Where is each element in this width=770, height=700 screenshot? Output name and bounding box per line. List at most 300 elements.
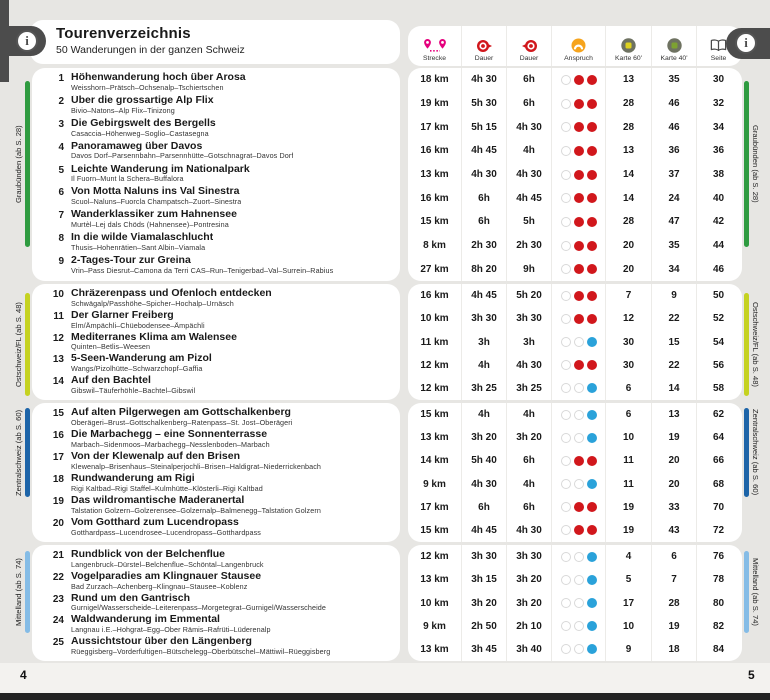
tour-text [71,72,246,92]
cell-dauer_hin: 3h 45 [461,638,506,661]
table-row [408,591,742,614]
tour-title: 5-Seen-Wanderung am Pizol [71,353,212,365]
tour-text [71,473,263,493]
cell-seite: 76 [696,545,740,568]
table-row [408,210,742,234]
column-label: Dauer [474,55,494,62]
cell-strecke: 12 km [420,382,449,394]
cell-seite: 82 [696,615,740,638]
route-pins-icon [422,38,448,53]
tour-text [71,571,261,591]
tour-list-item [44,614,396,636]
cell-strecke: 19 km [420,98,449,109]
cell-karte_60: 28 [605,115,651,139]
tour-title: In die wilde Viamalaschlucht [71,232,214,244]
cell-anspruch [551,591,605,614]
tour-number: 2 [58,95,64,107]
cell-dauer_zurueck: 4h 30 [506,354,551,377]
cell-anspruch [551,92,605,116]
cell-dauer_zurueck: 6h [506,68,551,92]
region-label-left [6,403,30,542]
cell-seite: 46 [696,257,740,281]
tour-list-item [44,571,396,593]
tour-title: Der Glarner Freiberg [71,309,174,321]
tour-route: Vrin–Pass Diesrut–Camona da Terri CAS–Run–Tenigerbad–Val–Surrein–Rabius [71,265,334,275]
difficulty-dot-empty [561,146,571,156]
tour-list-item [44,255,396,278]
tour-list-item [44,549,396,571]
cell-dauer_zurueck: 4h [506,403,551,426]
cell-strecke: 15 km [420,524,449,536]
tour-number: 10 [52,289,64,300]
tour-list-item [44,72,396,95]
cell-dauer_hin: 3h 30 [461,307,506,330]
table-row [408,186,742,210]
difficulty-dot-red [574,99,584,109]
cell-strecke: 13 km [420,574,449,586]
difficulty-dot-blue [587,433,597,443]
tour-number: 17 [52,452,64,463]
cell-seite: 66 [696,449,740,472]
difficulty-dot-empty [561,552,571,562]
difficulty-dot-empty [561,75,571,85]
table-row [408,257,742,281]
tour-route: Bad Zurzach–Achenberg–Klingnau–Stausee–Koblenz [71,581,248,591]
page-margin-band [0,663,770,693]
difficulty-dot-empty [561,99,571,109]
tour-text [71,209,237,229]
cell-seite: 36 [696,139,740,163]
tour-number: 7 [58,210,64,222]
cell-anspruch [551,354,605,377]
tour-text [71,164,250,184]
difficulty-dot-empty [574,337,584,347]
cell-anspruch [551,330,605,353]
cell-dauer_hin: 8h 20 [461,257,506,281]
cell-karte_40: 34 [651,257,696,281]
difficulty-dot-empty [561,433,571,443]
cell-dauer_hin: 6h [461,186,506,210]
difficulty-dot-red [574,314,584,324]
cell-anspruch [551,163,605,187]
region-label-left [6,284,30,400]
cell-dauer_hin: 5h 30 [461,92,506,116]
difficulty-dot-red [574,525,584,535]
tour-list-item [44,141,396,164]
cell-dauer_zurueck: 4h [506,473,551,496]
cell-karte_60: 20 [605,257,651,281]
cell-seite: 50 [696,284,740,307]
cell-dauer_zurueck: 4h 30 [506,519,551,542]
cell-karte_60: 20 [605,234,651,258]
difficulty-dot-red [587,99,597,109]
tour-text [71,353,212,373]
table-row [408,330,742,353]
difficulty-dot-empty [561,217,571,227]
left-header-card [30,20,400,64]
cell-anspruch [551,473,605,496]
region-label-right [744,284,768,400]
difficulty-dot-blue [587,644,597,654]
column-header-karte_40 [651,26,696,66]
tour-number: 15 [52,408,64,419]
tour-text [71,141,293,161]
region-color-bar [25,408,30,497]
tour-list-item [44,164,396,187]
cell-dauer_hin: 4h 45 [461,519,506,542]
table-row [408,638,742,661]
cell-anspruch [551,257,605,281]
tour-list-item [44,473,396,495]
cell-karte_40: 47 [651,210,696,234]
cell-karte_60: 11 [605,449,651,472]
tour-text [71,232,213,252]
region-label-text: Zentralschweiz (ab S. 60) [751,409,760,496]
tour-text [71,95,214,115]
cell-strecke: 8 km [423,240,446,252]
cell-karte_40: 28 [651,591,696,614]
difficulty-dot-red [587,170,597,180]
region-label-right [744,545,768,661]
cell-dauer_hin: 3h 20 [461,591,506,614]
tour-title: Rundwanderung am Rigi [71,473,195,484]
column-header-dauer_zurueck [506,26,551,66]
difficulty-dot-red [587,314,597,324]
column-label: Karte 60' [615,55,642,62]
cell-anspruch [551,115,605,139]
difficulty-dot-empty [574,621,584,631]
tour-text [71,517,261,537]
info-glyph: i [25,33,29,48]
difficulty-dot-red [587,75,597,85]
map-60-icon [621,38,636,53]
difficulty-dot-blue [587,621,597,631]
difficulty-dot-red [587,241,597,251]
tour-route: Schwägalp/Passhöhe–Spicher–Hochalp–Urnäsch [71,298,234,308]
cell-anspruch [551,519,605,542]
difficulty-dot-empty [574,479,584,489]
cell-strecke: 12 km [420,551,449,563]
table-header-card [408,26,742,66]
cell-strecke: 17 km [420,121,449,133]
cell-karte_40: 24 [651,186,696,210]
tour-route: Langnau i.E.–Hohgrat–Egg–Ober Rämis–Rafrüti–Lüderenalp [71,625,271,635]
cell-dauer_hin: 4h 30 [461,163,506,187]
tour-text [71,549,264,569]
difficulty-dot-empty [561,337,571,347]
cell-karte_40: 22 [651,354,696,377]
table-row [408,568,742,591]
table-row [408,115,742,139]
difficulty-dot-empty [574,598,584,608]
tour-route: Gurnigel/Wasserscheide–Leiterenpass–Morgetegrat–Gurnigel/Wasserscheide [71,603,326,613]
cell-anspruch [551,186,605,210]
tour-text [71,375,195,395]
cell-strecke: 13 km [420,643,449,655]
tour-list-item [44,332,396,354]
info-glyph: i [744,35,748,50]
cell-dauer_zurueck: 4h 30 [506,163,551,187]
cell-dauer_zurueck: 3h 30 [506,545,551,568]
tour-route: Weisshorn–Prätsch–Ochsenalp–Tschiertschen [71,82,224,92]
table-row [408,139,742,163]
difficulty-dot-empty [561,644,571,654]
map-40-icon [667,38,682,53]
difficulty-dot-blue [587,552,597,562]
cell-karte_60: 9 [605,638,651,661]
cell-seite: 30 [696,68,740,92]
region-label-left [6,545,30,661]
tour-number: 9 [58,256,64,268]
region-color-bar [744,408,749,497]
tour-list-card [32,68,400,281]
cell-dauer_zurueck: 4h 30 [506,115,551,139]
tour-route: Langenbruck–Dürstel–Belchenflue–Schöntal–Langenbruck [71,559,264,569]
table-row [408,307,742,330]
region-color-bar [744,551,749,633]
cell-karte_40: 14 [651,377,696,400]
tour-number: 13 [52,354,64,366]
difficulty-dot-blue [587,598,597,608]
cell-dauer_hin: 4h [461,354,506,377]
cell-anspruch [551,210,605,234]
difficulty-dot-red [587,525,597,535]
cell-seite: 32 [696,92,740,116]
table-row [408,354,742,377]
cell-seite: 84 [696,638,740,661]
cell-dauer_hin: 5h 15 [461,115,506,139]
cell-strecke: 17 km [420,501,449,513]
tour-number: 5 [58,164,64,176]
tour-route: Oberägeri–Brust–Gottschalkenberg–Ratenpass–St. Jost–Oberägeri [71,417,293,427]
column-label: Karte 40' [660,55,688,62]
tour-list-item [44,118,396,141]
cell-seite: 70 [696,496,740,519]
tour-number: 22 [52,571,64,583]
region-label-text: Graubünden (ab S. 28) [14,125,23,203]
cell-dauer_hin: 4h [461,403,506,426]
tour-list-item [44,288,396,310]
cell-karte_60: 6 [605,377,651,400]
difficulty-dot-red [574,502,584,512]
table-row [408,234,742,258]
cell-seite: 34 [696,115,740,139]
cell-karte_60: 17 [605,591,651,614]
cell-dauer_zurueck: 9h [506,257,551,281]
tour-title: Auf alten Pilgerwegen am Gottschalkenberg [71,407,291,418]
table-row [408,284,742,307]
cell-karte_60: 13 [605,139,651,163]
cell-anspruch [551,377,605,400]
difficulty-dot-red [574,360,584,370]
table-row [408,92,742,116]
tour-title: Auf den Bachtel [71,375,151,387]
region-color-bar [744,81,749,247]
cell-karte_40: 18 [651,638,696,661]
cell-strecke: 15 km [420,409,449,421]
tour-list-item [44,186,396,209]
cell-strecke: 16 km [420,290,449,302]
table-row [408,377,742,400]
cell-karte_40: 22 [651,307,696,330]
cell-anspruch [551,139,605,163]
cell-karte_60: 30 [605,330,651,353]
cell-strecke: 13 km [420,432,449,444]
tour-title: Wanderklassiker zum Hahnensee [71,209,237,221]
cell-karte_40: 7 [651,568,696,591]
difficulty-dot-red [574,122,584,132]
cell-strecke: 18 km [420,74,449,86]
tour-list-item [44,353,396,375]
cell-dauer_hin: 2h 50 [461,615,506,638]
cell-strecke: 27 km [420,263,449,275]
cell-strecke: 15 km [420,216,449,228]
cell-strecke: 14 km [420,455,449,467]
cell-seite: 78 [696,568,740,591]
cell-karte_60: 11 [605,473,651,496]
duration-out-icon [476,38,493,53]
difficulty-dot-red [587,502,597,512]
cell-dauer_hin: 3h 20 [461,426,506,449]
cell-karte_60: 19 [605,496,651,519]
region-label-text: Mittelland (ab S. 74) [751,558,760,626]
cell-dauer_zurueck: 3h 30 [506,307,551,330]
difficulty-dot-red [587,264,597,274]
cell-dauer_zurueck: 6h [506,449,551,472]
cell-karte_40: 13 [651,403,696,426]
tour-text [71,332,237,352]
difficulty-dot-red [587,146,597,156]
tour-title: Aussichtstour über den Längenberg [71,636,252,648]
difficulty-dot-red [574,193,584,203]
difficulty-dot-red [574,456,584,466]
tour-list-item [44,636,396,658]
cell-strecke: 9 km [423,478,446,490]
cell-strecke: 13 km [420,169,449,181]
cell-dauer_zurueck: 4h 45 [506,186,551,210]
difficulty-dot-empty [561,383,571,393]
table-row [408,519,742,542]
cell-dauer_zurueck: 3h 20 [506,568,551,591]
tour-list-item [44,95,396,118]
region-color-bar [25,81,30,247]
tour-number: 23 [52,593,64,605]
tour-list-card [32,284,400,400]
cell-karte_40: 20 [651,473,696,496]
tour-route: Rüeggisberg–Vorderfultigen–Bütschelegg–Oberbütschel–Mättiwil–Rüeggisberg [71,646,331,656]
cell-dauer_hin: 4h 30 [461,68,506,92]
cell-dauer_zurueck: 4h [506,139,551,163]
tour-route: Elm/Ämpächli–Chüebodensee–Ämpächli [71,320,205,330]
cell-anspruch [551,449,605,472]
cell-karte_40: 9 [651,284,696,307]
cell-karte_40: 15 [651,330,696,353]
cell-dauer_hin: 4h 45 [461,139,506,163]
table-row [408,473,742,496]
cell-seite: 72 [696,519,740,542]
tour-number: 14 [52,376,64,388]
difficulty-dot-empty [561,360,571,370]
tour-route: Bivio–Natons–Alp Flix–Tinizong [71,105,175,115]
difficulty-dot-red [587,291,597,301]
tour-list-item [44,310,396,332]
cell-karte_60: 5 [605,568,651,591]
cell-seite: 42 [696,210,740,234]
column-header-strecke [408,26,461,66]
cell-karte_60: 19 [605,519,651,542]
region-label-text: Ostschweiz/FL (ab S. 48) [751,302,760,387]
cell-karte_40: 43 [651,519,696,542]
cell-karte_40: 46 [651,115,696,139]
difficulty-dot-red [574,75,584,85]
duration-return-icon [521,38,538,53]
tour-table-card [408,68,742,281]
tour-route: Scuol–Naluns–Fuorcla Champatsch–Zuort–Sinestra [71,197,242,207]
book-bottom-edge [0,693,770,700]
difficulty-dot-empty [561,170,571,180]
tour-number: 18 [52,474,64,485]
difficulty-dot-empty [561,193,571,203]
cell-dauer_zurueck: 3h [506,330,551,353]
cell-strecke: 12 km [420,359,449,371]
page-subtitle: 50 Wanderungen in der ganzen Schweiz [56,44,245,56]
info-icon [735,32,757,54]
table-row [408,545,742,568]
cell-dauer_zurueck: 2h 30 [506,234,551,258]
cell-karte_40: 36 [651,139,696,163]
cell-strecke: 9 km [423,620,446,632]
tour-number: 8 [58,233,64,245]
cell-anspruch [551,638,605,661]
tour-list-item [44,407,396,429]
cell-seite: 62 [696,403,740,426]
page-title: Tourenverzeichnis [56,25,191,42]
cell-karte_60: 14 [605,186,651,210]
tour-route: Thusis–Hohenrätien–Sant Albin–Viamala [71,242,206,252]
cell-dauer_hin: 3h 30 [461,545,506,568]
cell-seite: 80 [696,591,740,614]
tour-title: Über die grossartige Alp Flix [71,94,214,106]
tour-table-card [408,545,742,661]
tour-number: 20 [52,518,64,529]
cell-seite: 52 [696,307,740,330]
cell-karte_40: 35 [651,68,696,92]
tour-number: 21 [52,550,64,561]
table-row [408,163,742,187]
tour-table-card [408,403,742,542]
table-row [408,426,742,449]
cell-strecke: 16 km [420,145,449,157]
tour-text [71,118,216,138]
difficulty-dot-empty [561,410,571,420]
cell-karte_60: 4 [605,545,651,568]
tour-number: 16 [52,430,64,441]
column-label: Strecke [422,55,447,62]
difficulty-dot-red [587,217,597,227]
tour-route: Wangs/Pizolhütte–Schwarzchopf–Gaffia [71,364,203,374]
cell-dauer_zurueck: 3h 20 [506,426,551,449]
region-label-text: Ostschweiz/FL (ab S. 48) [14,302,23,387]
cell-dauer_zurueck: 3h 20 [506,591,551,614]
cell-anspruch [551,68,605,92]
column-header-karte_60 [605,26,651,66]
region-color-bar [25,551,30,633]
cell-anspruch [551,234,605,258]
tour-title: Vom Gotthard zum Lucendropass [71,517,239,528]
difficulty-dot-empty [561,525,571,535]
tour-number: 25 [52,637,64,649]
cell-dauer_zurueck: 3h 40 [506,638,551,661]
